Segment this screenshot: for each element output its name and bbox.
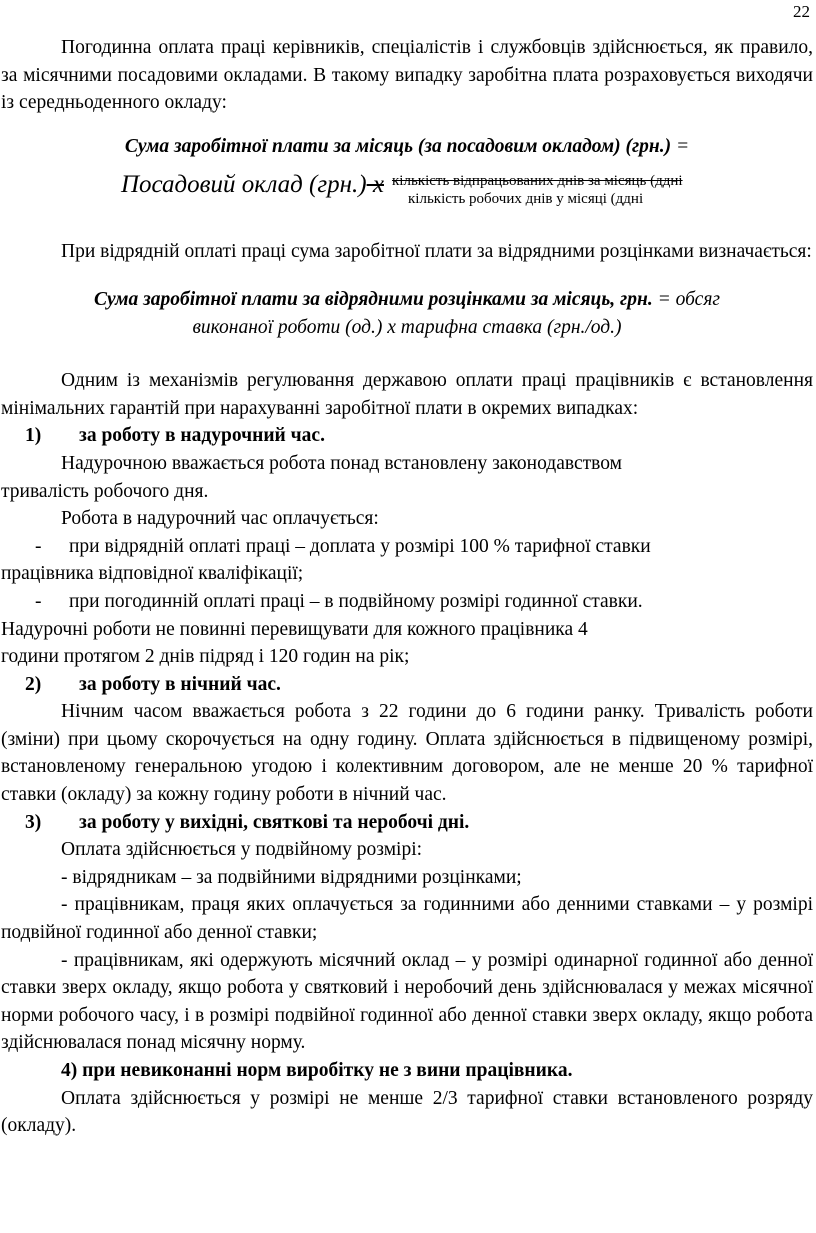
item-norms-heading: 4) при невиконанні норм виробітку не з вини працівника. (61, 1060, 573, 1081)
text-line: години протягом 2 днів підряд і 120 годин на рік; (1, 646, 410, 668)
text-line: Надурочною вважається робота понад встановлену законодавством (61, 452, 622, 474)
formula-salary-title (1, 133, 813, 161)
paragraph-guarantees: Одним із механізмів регулювання державою оплати праці працівників є встановлення мінімальних гарантій при нарахуванні заробітної плати в окремих випадках: (1, 370, 813, 419)
formula-times-sign: х (366, 171, 384, 199)
formula-salary-left-text: Посадовий оклад (грн.) (121, 171, 367, 199)
paragraph-piece-rate: При відрядній оплаті праці сума заробітної плати за відрядними розцінками визначається: (61, 241, 812, 263)
formula-piece-rate-line1 (1, 286, 813, 314)
text-line: - відрядникам – за подвійними відрядними розцінками; (61, 866, 522, 888)
item-title: за роботу в надурочний час. (79, 425, 325, 447)
paragraph-night-work: Нічним часом вважається робота з 22 години до 6 години ранку. Тривалість роботи (зміни) при цьому скорочується на одну годину. Оплата здійснюється в підвищеному розмірі, встановленому генеральною угодою і колективним договором, але не менше 20 % тарифної ставки (окладу) за кожну годину роботи в нічний час. (1, 701, 813, 806)
text-line: працівника відповідної кваліфікації; (1, 563, 304, 585)
item-title: за роботу у вихідні, святкові та неробочі дні. (79, 811, 470, 833)
text-line: - працівникам, праця яких оплачується за годинними або денними ставками – у розмірі подвійної годинної або денної ставки; (1, 894, 813, 944)
paragraph-monthly-salary: - працівникам, які одержують місячний оклад – у розмірі одинарної годинної або денної ставки зверх окладу, якщо робота у святковий і неробочий день здійснювалася у межах місячної норми робочого часу, і в розмірі подвійної годинної або денної ставки зверх окладу, якщо робота здійснювалася понад місячну норму. (1, 949, 813, 1054)
dash-marker: - (35, 535, 42, 557)
formula-salary-title-text: Сума заробітної плати за місяць (за посадовим окладом) (грн.) (124, 135, 672, 157)
text-line: Оплата здійснюється у подвійному розмірі: (61, 839, 423, 861)
formula-salary-left (121, 170, 384, 200)
fraction-numerator: кількість відпрацьованих днів за місяць (ддні (392, 173, 683, 190)
text-line: тривалість робочого дня. (1, 480, 209, 502)
item-night-heading (1, 671, 813, 699)
item-number: 2) (25, 673, 42, 695)
item-number: 3) (25, 811, 42, 833)
paragraph-norms: Оплата здійснюється у розмірі не менше 2/3 тарифної ставки встановленого розряду (окладу). (1, 1087, 813, 1137)
formula-piece-rate (1, 286, 813, 341)
dash-marker: - (35, 590, 42, 612)
item-number: 1) (25, 425, 42, 447)
formula-piece-rate-title: Сума заробітної плати за відрядними розцінками за місяць, грн. (93, 288, 653, 310)
page-content (1, 34, 813, 1140)
text-line: Робота в надурочний час оплачується: (61, 508, 379, 530)
item-overtime-heading (1, 422, 813, 450)
page-number: 22 (793, 2, 810, 21)
dash-item (1, 533, 813, 561)
formula-piece-rate-rest: = обсяг (652, 288, 720, 310)
formula-salary-expression (1, 166, 813, 220)
item-title: за роботу в нічний час. (79, 673, 281, 695)
dash-item-text: при погодинній оплаті праці – в подвійному розмірі годинної ставки. (69, 590, 643, 612)
dash-item-text: при відрядній оплаті праці – доплата у розмірі 100 % тарифної ставки (69, 535, 651, 557)
formula-piece-rate-line2: виконаної роботи (од.) х тарифна ставка (грн./од.) (192, 316, 622, 338)
paragraph-hourly-pay: Погодинна оплата праці керівників, спеціалістів і службовців здійснюється, як правило, за місячними посадовими окладами. В такому випадку заробітна плата розраховується виходячи із середньоденного окладу: (1, 37, 813, 114)
formula-salary-equals: = (671, 135, 690, 157)
dash-item (1, 588, 813, 616)
text-line: Надурочні роботи не повинні перевищувати для кожного працівника 4 (1, 618, 588, 640)
item-weekend-heading (1, 809, 813, 837)
fraction-denominator: кількість робочих днів у місяці (ддні (408, 191, 644, 208)
